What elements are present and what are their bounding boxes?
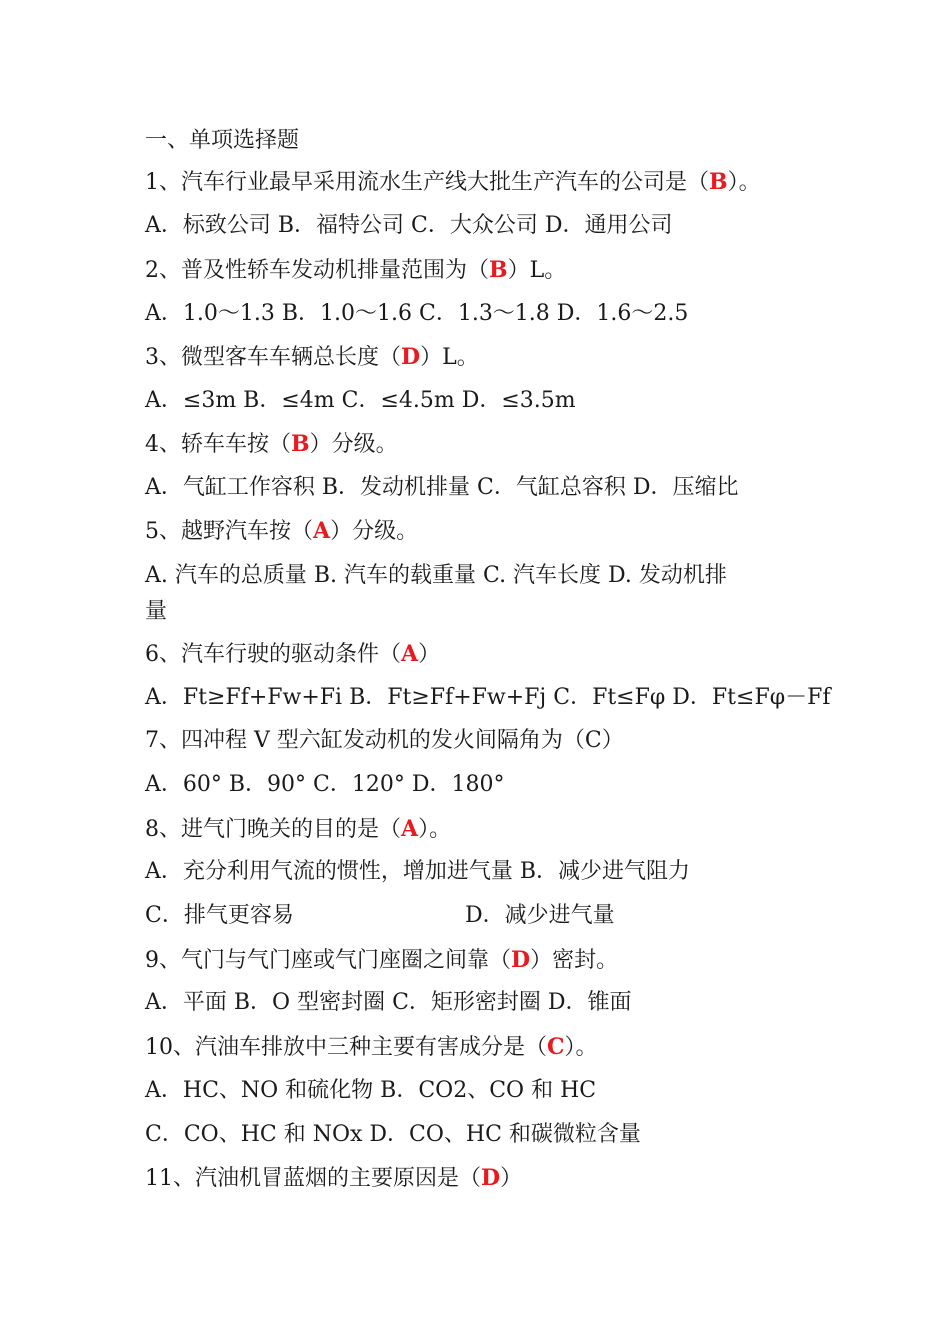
question-stem: 7、四冲程 V 型六缸发动机的发火间隔角为（C） [145, 728, 624, 753]
answer-mark: C [547, 1034, 565, 1060]
question-stem: 10、汽油车排放中三种主要有害成分是（C）。 [145, 1034, 598, 1060]
question-options: A．充分利用气流的惯性，增加进气量 B．减少进气阻力 [145, 859, 691, 884]
question-options-split [145, 901, 825, 931]
section-title: 一、单项选择题 [145, 128, 300, 153]
question-options: C．CO、HC 和 NOx D．CO、HC 和碳微粒含量 [145, 1122, 641, 1147]
answer-mark: D [481, 1165, 501, 1191]
question-options: A．≤3m B．≤4m C．≤4.5m D．≤3.5m [145, 388, 576, 413]
question-options-continued: 量 [145, 599, 168, 624]
question-options: A．标致公司 B．福特公司 C．大众公司 D．通用公司 [145, 213, 673, 238]
answer-mark: A [401, 641, 419, 667]
answer-mark: D [511, 947, 531, 973]
question-stem: 4、轿车车按（B）分级。 [145, 431, 398, 457]
answer-mark: B [709, 169, 728, 195]
answer-mark: B [291, 431, 310, 457]
question-options: A．60° B．90° C．120° D．180° [145, 772, 505, 797]
question-stem: 6、汽车行驶的驱动条件（A） [145, 641, 441, 667]
option-d: D．减少进气量 [465, 903, 615, 928]
answer-mark: D [401, 344, 421, 370]
question-options: A．气缸工作容积 B．发动机排量 C．气缸总容积 D．压缩比 [145, 475, 739, 500]
question-stem: 9、气门与气门座或气门座圈之间靠（D）密封。 [145, 947, 619, 973]
question-options: A．HC、NO 和硫化物 B．CO2、CO 和 HC [145, 1078, 597, 1103]
answer-mark: B [489, 257, 508, 283]
question-options: A．1.0～1.3 B．1.0～1.6 C．1.3～1.8 D．1.6～2.5 [145, 301, 689, 326]
answer-mark: A [313, 518, 331, 544]
question-stem: 3、微型客车车辆总长度（D）L。 [145, 344, 479, 370]
question-options: A．Ft≥Ff+Fw+Fi B．Ft≥Ff+Fw+Fj C．Ft≤Fφ D．Ft≤Fφ－Ff [145, 685, 831, 710]
question-stem: 8、进气门晚关的目的是（A）。 [145, 816, 452, 842]
question-stem: 11、汽油机冒蓝烟的主要原因是（D） [145, 1165, 523, 1191]
answer-mark: A [401, 816, 419, 842]
question-options: A. 汽车的总质量 B. 汽车的载重量 C. 汽车长度 D. 发动机排 [145, 563, 727, 588]
question-stem: 2、普及性轿车发动机排量范围为（B）L。 [145, 257, 567, 283]
question-stem: 5、越野汽车按（A）分级。 [145, 518, 419, 544]
option-c: C．排气更容易 [145, 903, 294, 928]
question-options: A．平面 B．O 型密封圈 C．矩形密封圈 D．锥面 [145, 990, 632, 1015]
question-stem: 1、汽车行业最早采用流水生产线大批生产汽车的公司是（B）。 [145, 169, 761, 195]
